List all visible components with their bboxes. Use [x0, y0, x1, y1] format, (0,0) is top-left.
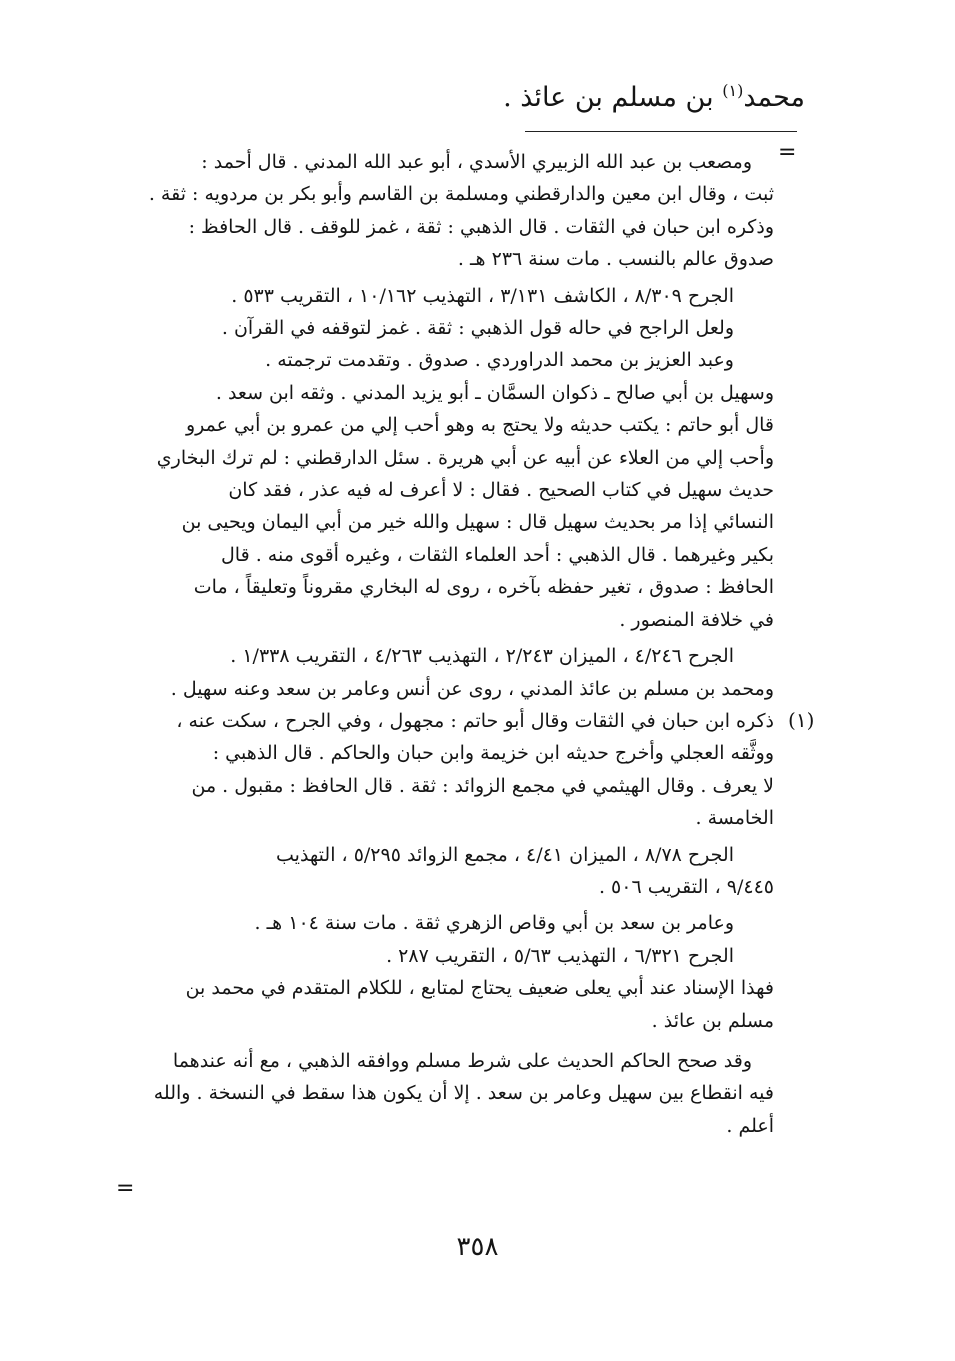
footnote-paragraph-hakim	[104, 1045, 774, 1142]
footnote-line: وقد صحح الحاكم الحديث على شرط مسلم ووافقه الذهبي ، مع أنه عندهما	[172, 1049, 752, 1072]
footnote-line: صدوق عالم بالنسب . مات سنة ٢٣٦ هـ .	[457, 248, 774, 271]
footnote-line: حديث سهيل في كتاب الصحيح . فقال : لا أعرف له فيه عذر ، فقد كان	[228, 479, 774, 502]
footnote-sources-suhail	[104, 640, 774, 672]
footnote-line: في خلافة المنصور .	[619, 608, 774, 631]
footnote-line: فهذا الإسناد عند أبي يعلى ضعيف يحتاج لمتابع ، للكلام المتقدم في محمد بن	[185, 977, 774, 1000]
footnote-paragraph-amir	[104, 907, 774, 939]
footnote-line: وذكره ابن حبان في الثقات . قال الذهبي : ثقة ، غمز للوقف . قال الحافظ :	[188, 215, 774, 238]
footnote-paragraph-muhammad	[104, 673, 774, 835]
footnote-line: وسهيل بن أبي صالح ـ ذكوان السمَّان ـ أبو يزيد المدني . وثقه ابن سعد .	[215, 381, 774, 404]
footnote-line: ووثَّقه العجلي وأخرج حديثه ابن خزيمة وابن حبان والحاكم . قال الذهبي :	[212, 742, 774, 765]
footnote-line: ومصعب بن عبد الله الزبيري الأسدي ، أبو عبد الله المدني . قال أحمد :	[201, 151, 752, 173]
footnote-paragraph-opinion	[104, 312, 774, 344]
footnote-line: وأحب إلي من العلاء عن أبيه عن أبي هريرة . سئل الدارقطني : لم ترك البخاري	[156, 446, 774, 469]
footnote-line: وعبد العزيز بن محمد الدراوردي . صدوق . وتقدمت ترجمته .	[265, 349, 734, 372]
footnote-line: أعلم .	[726, 1114, 774, 1137]
footnote-line: الخامسة .	[695, 807, 774, 830]
continuation-mark-top: =	[778, 140, 797, 165]
footnote-separator-rule	[525, 131, 797, 132]
footnote-line: لا يعرف . وقال الهيثمي في مجمع الزوائد : ثقة . قال الحافظ : مقبول . من	[191, 774, 774, 797]
footnote-line: قال أبو حاتم : يكتب حديثه ولا يحتج به وهو أحب إلي من عمرو بن أبي عمرو	[185, 414, 774, 437]
footnote-sources-musab	[104, 280, 774, 312]
footnotes-section	[104, 146, 774, 1142]
footnote-number: (١)	[788, 708, 815, 732]
main-text-before-ref: محمد	[743, 82, 805, 113]
footnote-line: الجرح ٨/٧٨ ، الميزان ٤/٤١ ، مجمع الزوائد ٥/٢٩٥ ، التهذيب	[276, 843, 734, 866]
footnote-paragraph-suhail	[104, 377, 774, 636]
footnote-line: ٩/٤٤٥ ، التقريب ٥٠٦ .	[598, 875, 774, 898]
footnote-sources-muhammad	[104, 839, 774, 904]
main-text-after-ref: بن مسلم بن عائذ .	[503, 82, 723, 113]
footnote-line: فيه انقطاع بين سهيل وعامر بن سعد . إلا أن يكون هذا سقط في النسخة . والله	[153, 1082, 774, 1105]
continuation-mark-bottom: =	[116, 1176, 135, 1201]
footnote-line: بكير وغيرهما . قال الذهبي : أحد العلماء الثقات ، وغيره أقوى منه . قال	[220, 543, 774, 566]
footnote-paragraph-isnad	[104, 972, 774, 1037]
footnote-line: الجرح ٨/٣٠٩ ، الكاشف ٣/١٣١ ، التهذيب ١٠/١٦٢ ، التقريب ٥٣٣ .	[231, 284, 734, 307]
page-number: ٣٥٨	[456, 1232, 499, 1262]
footnote-line: الجرح ٤/٢٤٦ ، الميزان ٢/٢٤٣ ، التهذيب ٤/٢٦٣ ، التقريب ١/٣٣٨ .	[230, 645, 734, 668]
main-text-line	[385, 78, 805, 118]
footnote-line: ولعل الراجح في حاله قول الذهبي : ثقة . غمز لتوقفه في القرآن .	[221, 317, 734, 340]
footnote-paragraph-musab	[104, 146, 774, 276]
footnote-line: النسائي إذا مر بحديث سهيل قال : سهيل والله خير من أبي اليمان ويحيى بن	[181, 511, 774, 534]
footnote-paragraph-darawardi	[104, 344, 774, 376]
footnote-line: ثبت ، وقال ابن معين والدارقطني ومسلمة بن القاسم وأبو بكر بن مردويه : ثقة .	[148, 183, 774, 206]
footnote-line: الجرح ٦/٣٢١ ، التهذيب ٥/٦٣ ، التقريب ٢٨٧ .	[386, 944, 734, 967]
footnote-sources-amir	[104, 940, 774, 972]
footnote-line: ومحمد بن مسلم بن عائذ المدني ، روى عن أنس وعامر بن سعد وعنه سهيل .	[170, 677, 774, 700]
footnote-reference: (١)	[722, 81, 744, 100]
footnote-line: ذكره ابن حبان في الثقات وقال أبو حاتم : مجهول ، وفي الجرح ، سكت عنه ،	[176, 709, 774, 732]
footnote-line: مسلم بن عائذ .	[651, 1009, 774, 1032]
footnote-line: الحافظ : صدوق ، تغير حفظه بآخره ، روى له البخاري مقروناً وتعليقاً ، مات	[193, 576, 774, 599]
footnote-line: وعامر بن سعد بن أبي وقاص الزهري ثقة . مات سنة ١٠٤ هـ .	[254, 912, 734, 935]
